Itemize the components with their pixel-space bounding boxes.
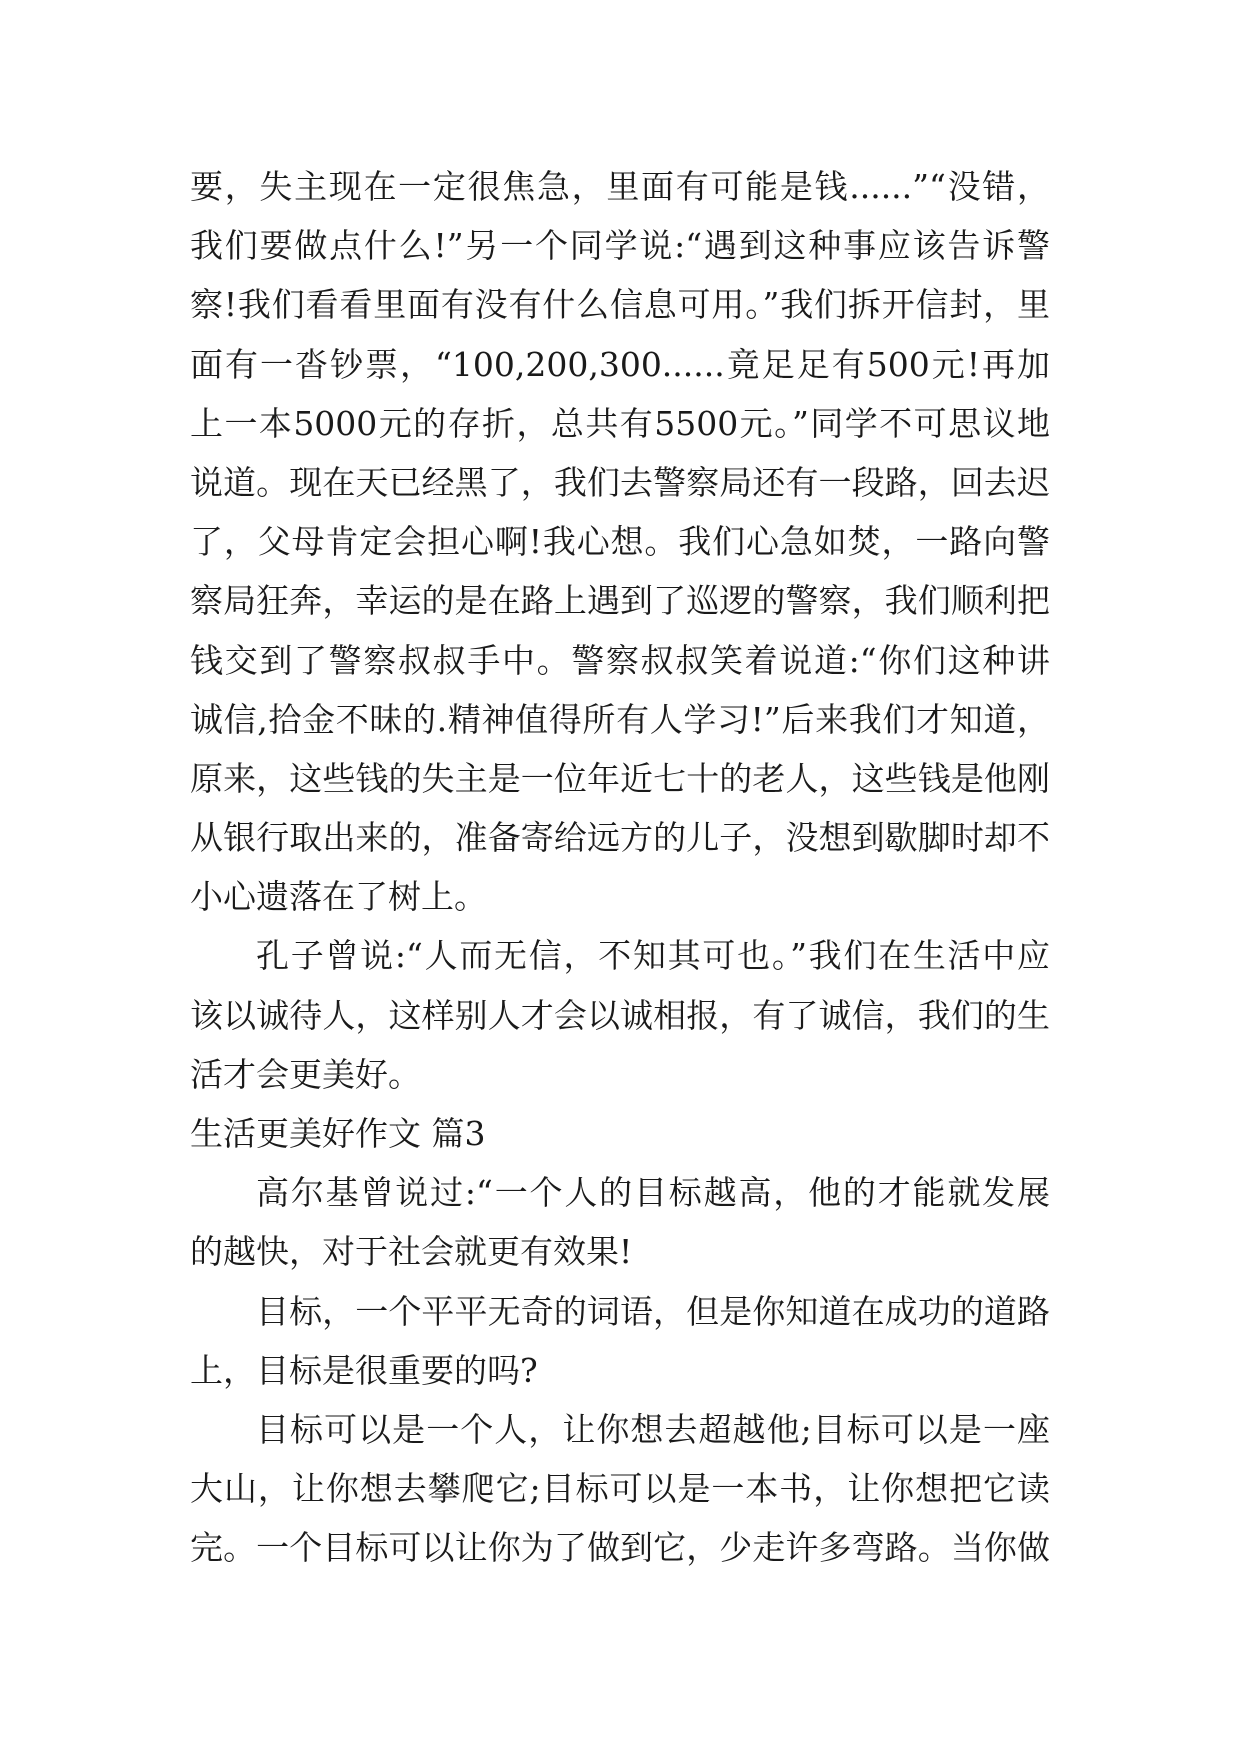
body-line: 该以诚待人，这样别人才会以诚相报，有了诚信，我们的生 bbox=[190, 995, 1050, 1035]
body-line: 上一本5000元的存折，总共有5500元。”同学不可思议地 bbox=[190, 403, 1050, 443]
body-line: 诚信,拾金不昧的.精神值得所有人学习!”后来我们才知道， bbox=[190, 699, 1050, 739]
body-line: 察局狂奔，幸运的是在路上遇到了巡逻的警察，我们顺利把 bbox=[190, 581, 1050, 621]
paragraph-end-line: 上，目标是很重要的吗? bbox=[190, 1350, 538, 1390]
paragraph-end-line: 小心遗落在了树上。 bbox=[190, 877, 487, 917]
body-line: 完。一个目标可以让你为了做到它，少走许多弯路。当你做 bbox=[190, 1528, 1050, 1568]
body-line: 说道。现在天已经黑了，我们去警察局还有一段路，回去迟 bbox=[190, 462, 1050, 502]
section-heading: 生活更美好作文 篇3 bbox=[190, 1114, 486, 1153]
body-line: 我们要做点什么!”另一个同学说:“遇到这种事应该告诉警 bbox=[190, 226, 1050, 266]
paragraph-first-line: 高尔基曾说过:“一个人的目标越高，他的才能就发展 bbox=[256, 1173, 1050, 1213]
body-line: 从银行取出来的，准备寄给远方的儿子，没想到歇脚时却不 bbox=[190, 818, 1050, 858]
body-line: 钱交到了警察叔叔手中。警察叔叔笑着说道:“你们这种讲 bbox=[190, 640, 1050, 680]
body-line: 原来，这些钱的失主是一位年近七十的老人，这些钱是他刚 bbox=[190, 758, 1050, 798]
body-line: 大山，让你想去攀爬它;目标可以是一本书，让你想把它读 bbox=[190, 1469, 1050, 1509]
document-body bbox=[190, 157, 1050, 1578]
body-line: 面有一沓钞票，“100,200,300......竟足足有500元!再加 bbox=[190, 344, 1050, 384]
paragraph-first-line: 目标可以是一个人，让你想去超越他;目标可以是一座 bbox=[256, 1409, 1050, 1449]
body-line: 了，父母肯定会担心啊!我心想。我们心急如焚，一路向警 bbox=[190, 522, 1050, 562]
paragraph-first-line: 目标，一个平平无奇的词语，但是你知道在成功的道路 bbox=[256, 1291, 1050, 1331]
paragraph-end-line: 的越快，对于社会就更有效果! bbox=[190, 1232, 633, 1272]
body-line: 察!我们看看里面有没有什么信息可用。”我们拆开信封，里 bbox=[190, 285, 1050, 325]
paragraph-first-line: 孔子曾说:“人而无信，不知其可也。”我们在生活中应 bbox=[256, 936, 1050, 976]
body-line: 要，失主现在一定很焦急，里面有可能是钱......”“没错， bbox=[190, 167, 1050, 206]
paragraph-end-line: 活才会更美好。 bbox=[190, 1054, 421, 1094]
